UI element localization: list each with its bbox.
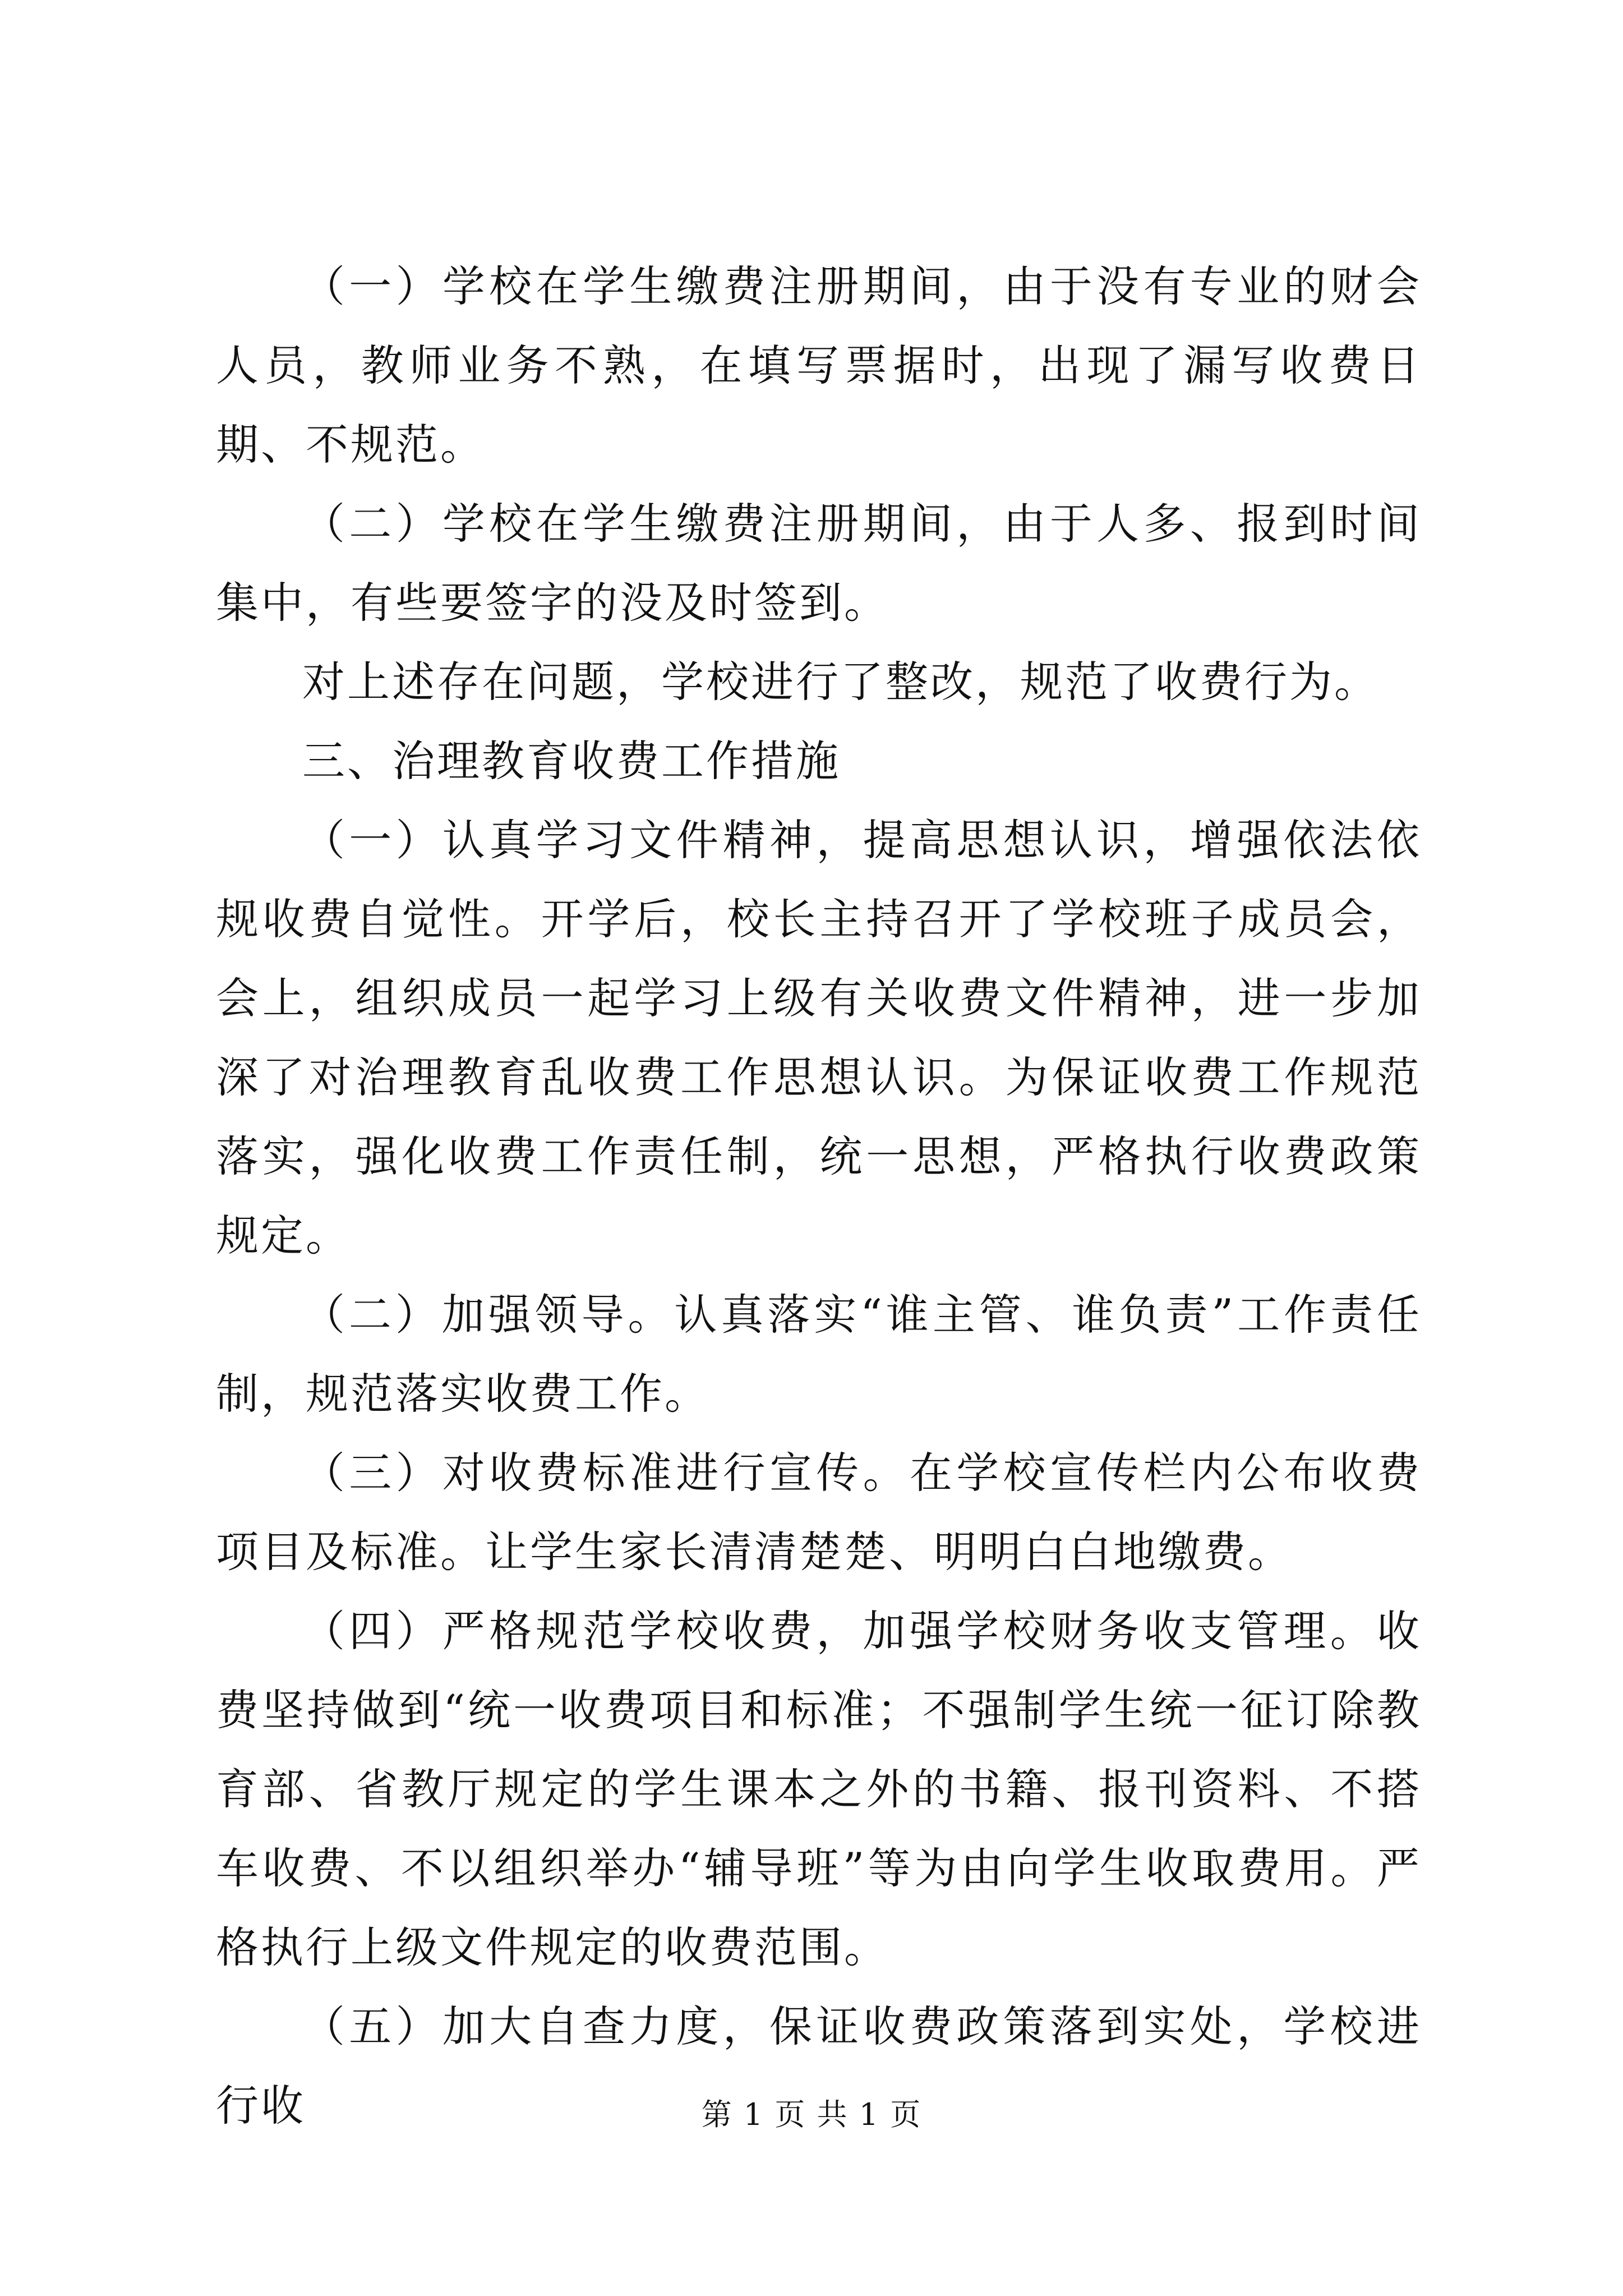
document-body [216, 247, 1422, 2145]
paragraph-fee-registration-signature: （二）学校在学生缴费注册期间，由于人多、报到时间集中，有些要签字的没及时签到。 [216, 499, 1422, 628]
paragraph-fee-registration-staff: （一）学校在学生缴费注册期间，由于没有专业的财会人员，教师业务不熟，在填写票据时，出现了漏写收费日期、不规范。 [216, 261, 1422, 470]
paragraph-rectification: 对上述存在问题，学校进行了整改，规范了收费行为。 [302, 657, 1379, 707]
paragraph-self-inspection: （五）加大自查力度，保证收费政策落到实处，学校进行收 [216, 2001, 1422, 2131]
paragraph-regulate-fees: （四）严格规范学校收费，加强学校财务收支管理。收费坚持做到“统一收费项目和标准；不强制学生统一征订除教育部、省教厅规定的学生课本之外的书籍、报刊资料、不搭车收费、不以组织举办“辅导班”等为由向学生收取费用。严格执行上级文件规定的收费范围。 [216, 1606, 1422, 1972]
paragraph-strengthen-leadership: （二）加强领导。认真落实“谁主管、谁负责”工作责任制，规范落实收费工作。 [216, 1290, 1422, 1419]
page-footer: 第 1 页 共 1 页 [701, 2097, 922, 2132]
section-heading-measures: 三、治理教育收费工作措施 [302, 736, 841, 786]
paragraph-publicize-standards: （三）对收费标准进行宣传。在学校宣传栏内公布收费项目及标准。让学生家长清清楚楚、明明白白地缴费。 [216, 1448, 1422, 1577]
paragraph-study-documents: （一）认真学习文件精神，提高思想认识，增强依法依规收费自觉性。开学后，校长主持召开了学校班子成员会，会上，组织成员一起学习上级有关收费文件精神，进一步加深了对治理教育乱收费工作思想认识。为保证收费工作规范落实，强化收费工作责任制，统一思想，严格执行收费政策规定。 [216, 815, 1422, 1260]
